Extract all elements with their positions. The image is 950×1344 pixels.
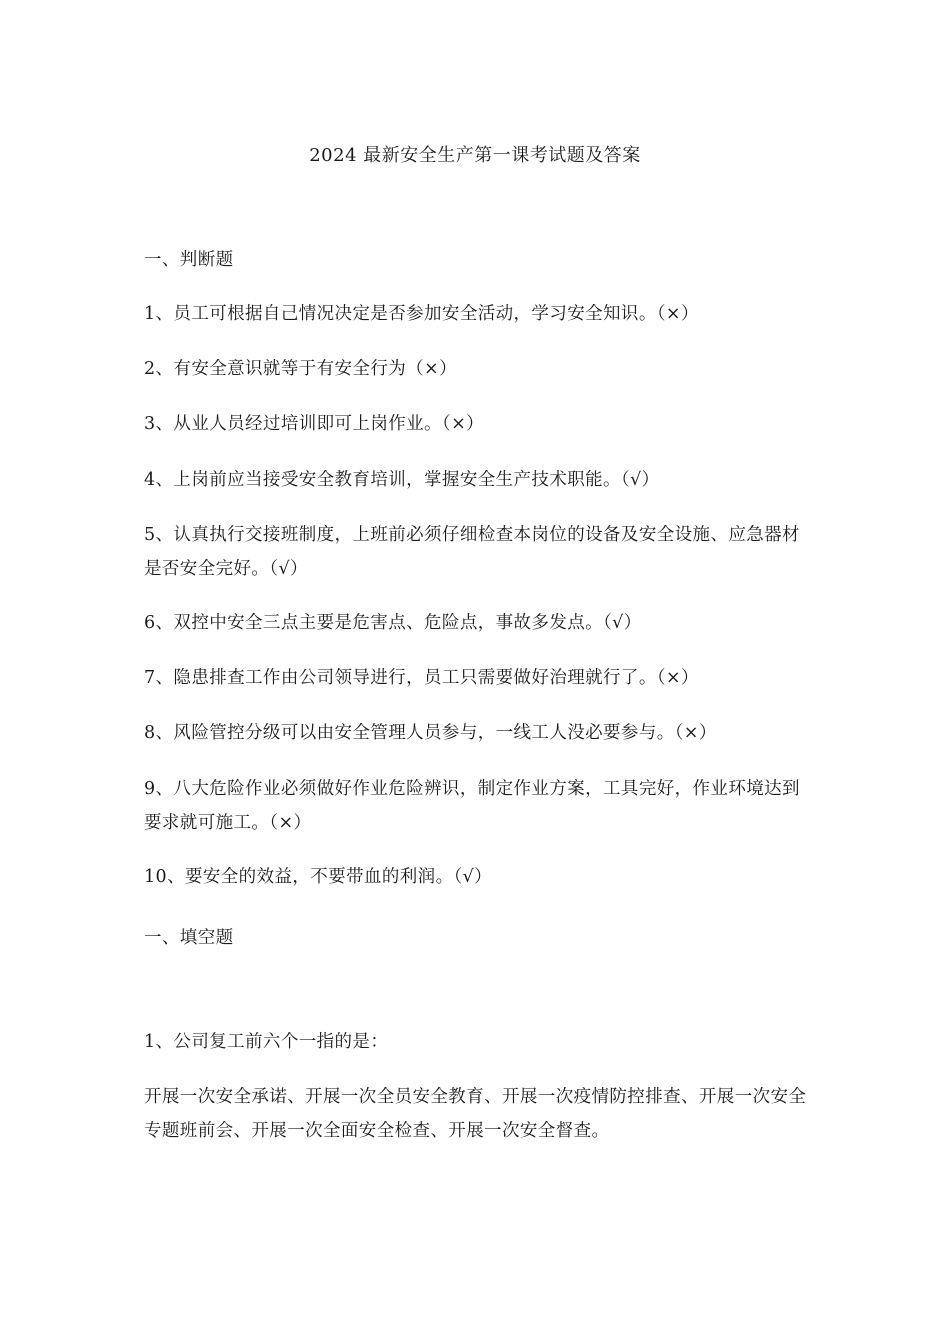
judgement-item: 6、双控中安全三点主要是危害点、危险点，事故多发点。（√） xyxy=(144,613,642,633)
fill-blank-question: 1、公司复工前六个一指的是： xyxy=(144,1032,389,1052)
judgement-item: 1、员工可根据自己情况决定是否参加安全活动，学习安全知识。（×） xyxy=(144,304,699,324)
judgement-item: 9、八大危险作业必须做好作业危险辨识，制定作业方案，工具完好，作业环境达到要求就可施工。（×） xyxy=(144,779,800,833)
document-title: 2024 最新安全生产第一课考试题及答案 xyxy=(309,145,641,166)
section-heading-fill-blank: 一、填空题 xyxy=(144,928,234,948)
judgement-item: 8、风险管控分级可以由安全管理人员参与，一线工人没必要参与。（×） xyxy=(144,723,717,743)
judgement-item: 10、要安全的效益，不要带血的利润。（√） xyxy=(144,867,493,887)
judgement-item: 2、有安全意识就等于有安全行为（×） xyxy=(144,359,457,379)
fill-blank-answer: 开展一次安全承诺、开展一次全员安全教育、开展一次疫情防控排查、开展一次安全专题班前会、开展一次全面安全检查、开展一次安全督查。 xyxy=(144,1087,807,1141)
judgement-item: 3、从业人员经过培训即可上岗作业。（×） xyxy=(144,414,485,434)
judgement-item: 5、认真执行交接班制度，上班前必须仔细检查本岗位的设备及安全设施、应急器材是否安全完好。（√） xyxy=(144,525,800,579)
judgement-item: 4、上岗前应当接受安全教育培训，掌握安全生产技术职能。（√） xyxy=(144,470,660,490)
judgement-item: 7、隐患排查工作由公司领导进行，员工只需要做好治理就行了。（×） xyxy=(144,668,699,688)
section-heading-judgement: 一、判断题 xyxy=(144,250,234,270)
